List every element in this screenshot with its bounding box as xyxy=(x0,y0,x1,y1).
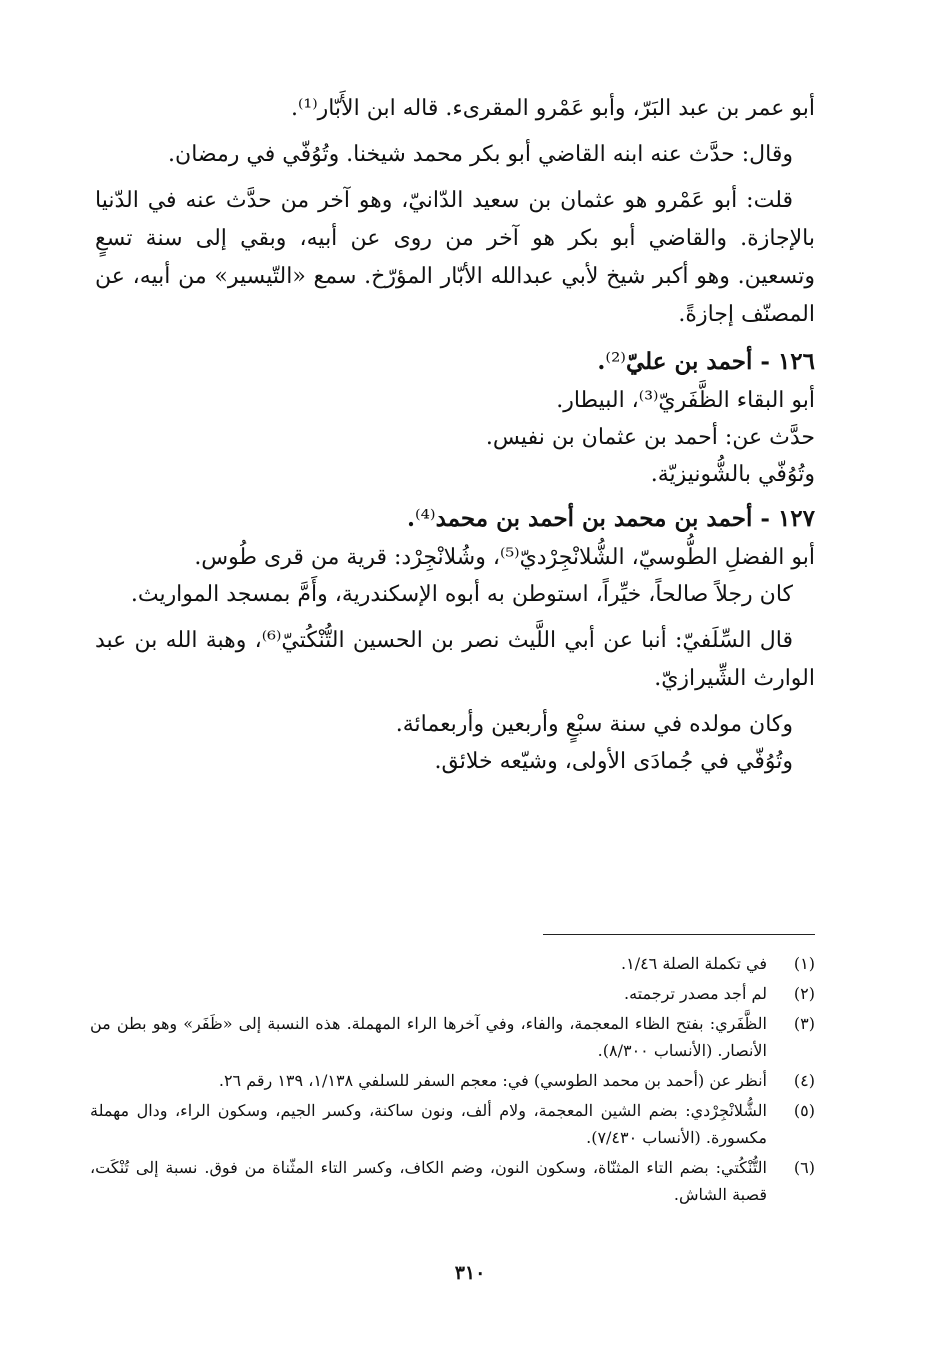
footnotes xyxy=(90,950,815,1211)
footnote: (٢) لم أجد مصدر ترجمته. xyxy=(624,984,815,1003)
entry-heading-127: ١٢٧ - أحمد بن محمد بن أحمد بن محمد⁽⁴⁾. xyxy=(407,505,815,532)
footnote: (١) في تكملة الصلة ١/٤٦. xyxy=(621,954,815,973)
paragraph: أبو عمر بن عبد البَرّ، وأبو عَمْرو المقرىء. قاله ابن الأَبّار⁽¹⁾. xyxy=(290,96,815,121)
entry-line: حدَّث عن: أحمد بن عثمان بن نفيس. xyxy=(485,425,815,450)
footnote: (٤) أنظر عن (أحمد بن محمد الطوسي) في: معجم السفر للسلفي ١/١٣٨، ١٣٩ رقم ٢٦. xyxy=(218,1071,815,1090)
entry-line: أبو البقاء الظَّفَريّ⁽³⁾، البيطار. xyxy=(556,388,815,413)
paragraph: قال السِّلَفيّ: أنبا عن أبي اللَّيث نصر بن الحسين التُّنْكُتيّ⁽⁶⁾، وهبة الله بن عبد الوارث الشِّيرازيّ. xyxy=(95,628,815,691)
paragraph: قلت: أبو عَمْرو هو عثمان بن سعيد الدّانيّ، وهو آخر من حدَّث عنه في الدّنيا بالإجازة. والقاضي أبو بكر هو آخر من روى عن أبيه، وبقي إلى سنة تسعٍ وتسعين. وهو أكبر شيخ لأبي عبدالله الأبّار المؤرّخ. سمع «التّيسير» من أبيه، عن المصنّف إجازةً. xyxy=(95,188,815,327)
footnote: (٥) الشُّلانْجِرْدي: بضم الشين المعجمة، ولام ألف، ونون ساكنة، وكسر الجيم، وسكون الراء، ودال مهملة مكسورة. (الأنساب ٧/٤٣٠). xyxy=(90,1101,815,1147)
footnote: (٣) الظَّفَري: بفتح الظاء المعجمة، والفاء، وفي آخرها الراء المهملة. هذه النسبة إلى «ظَفَر» وهو بطن من الأنصار. (الأنساب ٨/٣٠٠). xyxy=(90,1014,815,1060)
footnote-mark: ⁽²⁾ xyxy=(605,349,626,375)
entry-line: وتُوُفّي بالشُّونيزيّة. xyxy=(650,462,815,487)
entry-line: أبو الفضلِ الطُّوسيّ، الشُّلانْجِرْديّ⁽⁵⁾، وشُلانْجِرْد: قرية من قرى طُوس. xyxy=(194,545,815,570)
entry-heading-126: ١٢٦ - أحمد بن عليّ⁽²⁾. xyxy=(597,348,815,375)
entry-line: وتُوُفّي في جُمادَى الأولى، وشيّعه خلائق. xyxy=(434,749,793,774)
footnote: (٦) التُّنْكُتي: بضم التاء المثنّاة، وسكون النون، وضم الكاف، وكسر التاء المثّناة من فوق. نسبة إلى تُنْكَت، قصبة الشاش. xyxy=(90,1158,815,1204)
footnote-separator xyxy=(543,934,815,935)
main-text xyxy=(95,90,815,780)
page-number: ٣١٠ xyxy=(454,1262,486,1284)
entry-line: وكان مولده في سنة سبْعٍ وأربعين وأربعمائة. xyxy=(395,712,793,737)
footnote-mark: ⁽⁴⁾ xyxy=(415,506,436,532)
paragraph: كان رجلاً صالحاً، خيِّراً، استوطن به أبوه الإسكندرية، وأَمَّ بمسجد المواريث. xyxy=(130,582,793,607)
paragraph: وقال: حدَّث عنه ابنه القاضي أبو بكر محمد شيخنا. وتُوُفّي في رمضان. xyxy=(168,142,793,167)
